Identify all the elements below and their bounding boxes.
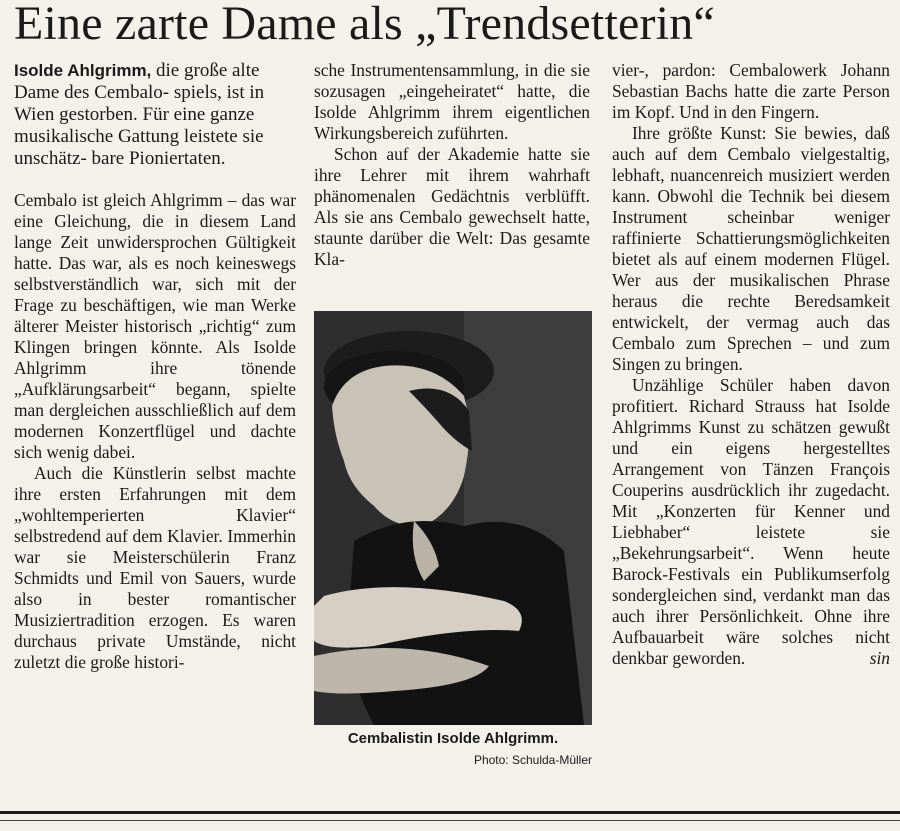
photo-credit: Photo: Schulda-Müller <box>473 753 592 767</box>
column-3 <box>612 60 890 669</box>
author-signature: sin <box>869 648 890 668</box>
body-paragraph: Schon auf der Akademie hatte sie ihre Lehrer mit ihrem wahrhaft phänomenalen Gedächtnis verblüfft. Als sie ans Cembalo gewechselt hatte, staunte darüber die Welt: Das gesamte Kla- <box>314 144 590 269</box>
portrait-illustration <box>314 311 592 725</box>
body-paragraph: sche Instrumentensammlung, in die sie sozusagen „eingeheiratet“ hatte, die Isolde Ahlgrimm ihrem eigentlichen Wirkungsbereich zuführten. <box>314 60 590 143</box>
lead-paragraph <box>14 60 296 170</box>
bottom-rule <box>0 811 900 814</box>
body-paragraph: Cembalo ist gleich Ahlgrimm – das war eine Gleichung, die in diesem Land lange Zeit unwidersprochen Gültigkeit hatte. Das war, als es noch keineswegs selbstverständlich war, sich mit der Frage zu beschäftigen, wie man Werke älterer Meister historisch „richtig“ zum Klingen bringen könnte. Als Isolde Ahlgrimm ihre tönende „Aufklärungsarbeit“ begann, spielte man dergleichen ausschließlich auf dem modernen Konzertflügel und dachte sich wenig dabei. <box>14 190 296 462</box>
lead-name: Isolde Ahlgrimm, <box>14 61 152 80</box>
headline: Eine zarte Dame als „Trendsetterin“ <box>14 0 715 50</box>
lead-text: die große alte Dame des Cembalo- spiels, ist in Wien gestorben. Für eine ganze musikalische Gattung leistete sie unschätz- bare Pioniertaten. <box>14 60 265 169</box>
body-paragraph: Auch die Künstlerin selbst machte ihre ersten Erfahrungen mit dem „wohltemperierten Klavier“ selbstredend auf dem Klavier. Immerhin war sie Meisterschülerin Franz Schmidts und Emil von Sauers, wurde also in bester romantischer Musiziertradition erzogen. Es waren durchaus private Umstände, nicht zuletzt die große histori- <box>14 463 296 672</box>
bottom-rule-thin <box>0 820 900 821</box>
body-paragraph-last <box>612 375 890 669</box>
body-text: Unzählige Schüler haben davon profitiert. Richard Strauss hat Isolde Ahlgrimms Kunst zu schätzen gewußt und ein eigens hergestelltes Arrangement von Tänzen François Couperins ausdrücklich ihr zugedacht. Mit „Konzerten für Kenner und Liebhaber“ leistete sie „Bekehrungsarbeit“. Wenn heute Barock-Festivals ein Publikumserfolg sondergleichen sind, verdankt man das auch ihrer Persönlichkeit. Ohne ihre Aufbauarbeit wäre solches nicht denkbar geworden. <box>612 375 890 668</box>
column-2 <box>314 60 590 270</box>
body-paragraph: Ihre größte Kunst: Sie bewies, daß auch auf dem Cembalo vielgestaltig, lebhaft, nuancenreich musiziert werden kann. Obwohl die Technik bei diesem Instrument scheinbar weniger raffinierte Schattierungsmöglichkeiten bietet als auf einem modernen Flügel. Wer aus der musikalischen Phrase heraus die rechte Beredsamkeit entwickelt, der vermag auch das Cembalo zum Sprechen – und zum Singen zu bringen. <box>612 123 890 374</box>
portrait-photo <box>314 311 592 725</box>
body-paragraph: vier-, pardon: Cembalowerk Johann Sebastian Bachs hatte die zarte Person im Kopf. Und in den Fingern. <box>612 60 890 122</box>
column-1 <box>14 60 296 673</box>
photo-caption: Cembalistin Isolde Ahlgrimm. <box>347 730 559 747</box>
